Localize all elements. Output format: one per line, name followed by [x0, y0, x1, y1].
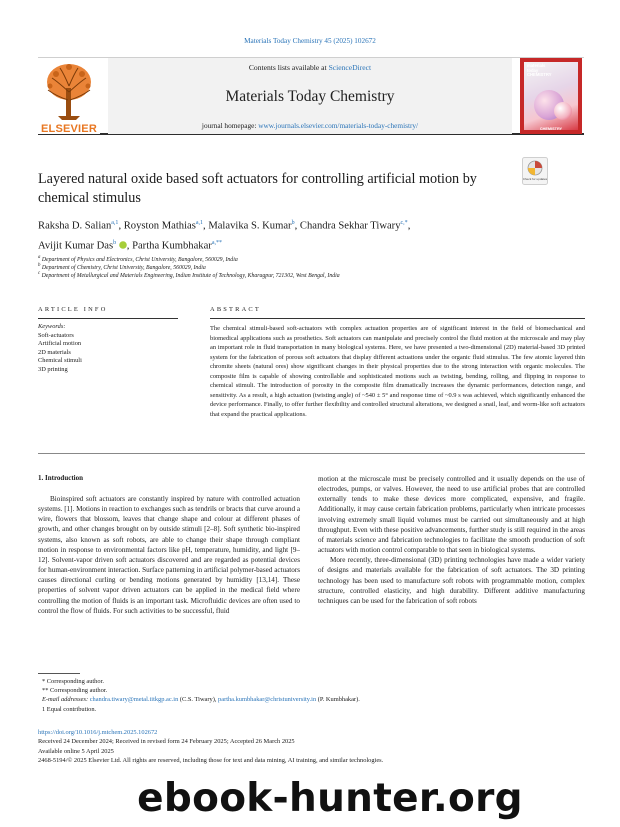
journal-homepage: journal homepage: www.journals.elsevier.com/materials-today-chemistry/ — [201, 121, 419, 130]
body-column-left — [38, 494, 300, 616]
footnote: ** Corresponding author. — [42, 687, 108, 695]
email-link[interactable]: partha.kumbhakar@christuniversity.in — [218, 696, 317, 704]
email-link[interactable]: chandra.tiwary@metal.iitkgp.ac.in — [89, 696, 179, 704]
footnote-rule — [38, 673, 80, 674]
sciencedirect-link[interactable]: ScienceDirect — [328, 63, 372, 72]
publisher-wordmark: ELSEVIER — [40, 123, 97, 135]
divider — [38, 453, 585, 454]
check-for-updates-icon[interactable] — [522, 157, 548, 185]
article-info-heading: ARTICLE INFO — [38, 306, 108, 313]
cover-tag: CHEMISTRY — [539, 127, 563, 131]
copyright: 2468-5194/© 2025 Elsevier Ltd. All rights are reserved, including those for text and data mining, AI training, and similar technologies. — [38, 757, 384, 765]
author-name[interactable]: Malavika S. Kumar — [208, 220, 292, 232]
journal-cover-image[interactable] — [520, 58, 582, 134]
footnotes — [42, 677, 582, 714]
homepage-link[interactable]: www.journals.elsevier.com/materials-today-chemistry/ — [258, 121, 419, 130]
badge-label: Check for updates — [522, 177, 548, 181]
affiliation: $^c$ Department of Metallurgical and Materials Engineering, Indian Institute of Technology, Kharagpur, 721302, West Bengal, India — [38, 271, 340, 279]
affiliation: $^b$ Department of Chemistry, Christ University, Bangalore, 560029, India — [38, 263, 206, 271]
journal-citation[interactable]: Materials Today Chemistry 45 (2025) 102672 — [244, 37, 376, 45]
author-name[interactable]: Royston Mathias — [123, 220, 196, 232]
article-title: Layered natural oxide based soft actuators for controlling artificial motion by chemical stimulus — [38, 171, 477, 206]
contents-availability: Contents lists available at ScienceDirect — [248, 63, 372, 72]
orcid-icon[interactable] — [119, 241, 127, 249]
author-name[interactable]: Partha Kumbhakar — [132, 240, 212, 252]
footnote-emails: E-mail addresses: chandra.tiwary@metal.iitkgp.ac.in (C.S. Tiwary), partha.kumbhakar@christuniversity.in (P. Kumbhakar). — [42, 696, 360, 704]
paragraph: Bioinspired soft actuators are constantly inspired by nature with controlled actuation systems. [1]. Motions in reaction to exchanges such as tendrils or bracts that curve around a wire, flowers that blossom, leaves that change shape and colour at different phases of growth, and other changes brought on by outside stimuli [2–8]. Soft synthetic bio-inspired systems, also known as soft robots, are able to change their shape through compliant motion in response to environmental factors like pH, temperature, humidity, and light [9–12]. Solvent-vapor driven soft actuators discovered and are regarded as potential devices for human-environment interaction. Surface patterning in artificial polymer-based actuators causes directional curling or bending motions generated by humidity [13,14]. These properties of solvent vapor driven actuators can be applied in the medical field where controlling the motion of fluids is an important task. Microfluidic devices are often used to control the flow of fluids. For such activities to be successful, fluid — [38, 495, 300, 615]
author-name[interactable]: Avijit Kumar Das — [38, 240, 114, 252]
authors-line-1: Raksha D. Salian$^{a,1}$, Royston Mathias$^{a,1}$, Malavika S. Kumar$^b$, Chandra Sekhar Tiwary$^{c,*}$, — [38, 220, 411, 232]
cover-bubble — [554, 102, 572, 120]
paragraph: More recently, three-dimensional (3D) printing technologies have made a wider variety of designs and materials available for the fabrication of soft actuators. The 3D printing technology has been used to manufacture soft robots with programmable motion, complex structure, controlled elasticity, and high durability. Different additive manufacturing techniques can be used for the fabrication of soft robots — [318, 556, 585, 605]
authors-line-2: Avijit Kumar Das$^b$ , Partha Kumbhakar$^{a,**}$ — [38, 239, 222, 252]
footnote: * Corresponding author. — [42, 678, 104, 685]
cover-title: materials today CHEMISTRY — [527, 63, 552, 78]
watermark: ebook-hunter.org — [137, 776, 523, 821]
keywords-block — [38, 323, 178, 375]
divider — [210, 318, 585, 319]
online-date: Available online 5 April 2025 — [38, 747, 114, 755]
body-column-right — [318, 474, 585, 606]
affiliation: $^a$ Department of Physics and Electronics, Christ University, Bangalore, 560029, India — [38, 255, 238, 263]
divider — [38, 318, 178, 319]
keyword: Artificial motion — [38, 340, 82, 348]
keyword: 2D materials — [38, 348, 71, 356]
publication-info — [38, 728, 598, 766]
author-name[interactable]: Raksha D. Salian — [38, 220, 112, 232]
keyword: 3D printing — [38, 365, 68, 373]
abstract-heading: ABSTRACT — [210, 306, 261, 313]
dates: Received 24 December 2024; Received in revised form 24 February 2025; Accepted 26 March 2025 — [38, 738, 295, 746]
journal-header-center — [108, 58, 512, 134]
keywords-label: Keywords: — [38, 323, 66, 330]
footnote: 1 Equal contribution. — [42, 705, 97, 713]
keyword: Soft-actuators — [38, 331, 74, 339]
abstract-text: The chemical stimuli-based soft-actuators with complex actuation properties are of significant interest in the field of biomechanical and biomedical applications such as prosthetics. Soft actuators can manipulate and precisely control the fluid motion at the microscale and may play an important role in fluid transportation in many biological systems. Here, we have presented a two-dimensional (2D) material-based 3D printed system for the fabrication of porous soft actuators that display different actuations under the organic fluid stimulus. The few atomic layered thin chromite sheets (natural ores) show significant changes in their physical properties due to the strong interaction with organic molecules. The composite film is capable of showing controllable and sophisticated motions such as twisting, bending, rolling, and flipping in response to chemical stimuli. The introduction of porosity in the composite film dramatically increases the dynamic performances, detection range, and sensitivity. As a result, a high actuation (twisting angle) of ~540 ± 5° and response time of ~0.9 s was achieved, which significantly enhanced the device performance. Finally, to offer further flexibility and controlled structural alterations, we designed a snail, leaf, and worm-like soft actuators that expand the practical applications. — [210, 325, 585, 418]
author-name[interactable]: Chandra Sekhar Tiwary — [299, 220, 401, 232]
doi-link[interactable]: https://doi.org/10.1016/j.mtchem.2025.102672 — [38, 729, 158, 736]
journal-title: Materials Today Chemistry — [225, 88, 395, 105]
keyword: Chemical stimuli — [38, 357, 82, 365]
author-list — [38, 215, 588, 254]
paragraph: motion at the microscale must be precisely controlled and it usually depends on the use of electrodes, pumps, or valves. However, the need to use artificial probes that are controlled externally tends to make these devices more complicated, expensive, and fragile. Additionally, it may cause certain fabrication problems, particularly when intricate processes involving extremely small liquid volumes must be carried out simultaneously and at high throughput. Even with these positive advancements, further study is still required in the areas of materials science and fabrication technologies to facilitate the smooth production of soft actuators with motion control comparable to that seen in biological systems. — [318, 475, 585, 555]
section-heading: 1. Introduction — [38, 474, 83, 482]
